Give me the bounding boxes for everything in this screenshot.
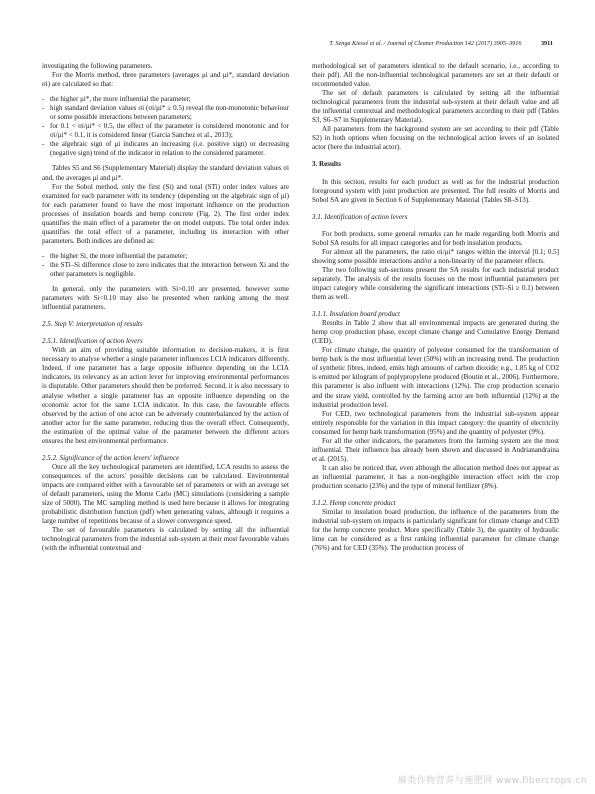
left-column [42, 62, 289, 553]
paragraph: The two following sub-sections present the SA results for each industrial product separately. The analysis of the results focuses on the most influential parameters per impact category while considering the significant interactions (STi–Si ≥ 0.1) between them as well. [312, 265, 559, 302]
paragraph: In general, only the parameters with Si>0.10 are presented, however some parameters with Si<0.10 may also be presented when ranking among the most influential parameters. [42, 285, 289, 312]
right-column [312, 62, 559, 553]
list-item: - the higher μi*, the more influential the parameter; [50, 95, 289, 104]
list-item: - high standard deviation values σi (σi/μi* ≥ 0.5) reveal the non-monotonic behaviour or some possible interactions between parameters; [50, 104, 289, 122]
list-item: - the higher Si, the more influential the parameter; [50, 252, 289, 261]
paragraph: For both products, some general remarks can be made regarding both Morris and Sobol SA results for all impact categories and for both insulation products. [312, 229, 559, 247]
paragraph: For the Sobol method, only the first (Si) and total (STi) order index values are examined for each parameter with its tendency (depending on the algebraic sign of μi) for each parameter found to have the most important influence on the production processes of insulation boards and hemp concrete (Fig. 2). The first order index quantifies the main effect of a parameter the on model outputs. The total order index quantifies the total effect of a parameter, including its interaction with other parameters. Both indices are defined as: [42, 182, 289, 245]
paragraph: The set of favourable parameters is calculated by setting all the influential technological parameters from the industrial sub-system at their most favourable values (with the influential contextual and [42, 526, 289, 553]
page-number: 3911 [540, 40, 553, 47]
list-item: - the STi–Si difference close to zero indicates that the interaction between Xi and the other parameters is negligible. [50, 261, 289, 279]
paragraph: All parameters from the background system are set according to their pdf (Table S2) in both options when focusing on the technological action levers of an isolated actor (here the industrial actor). [312, 125, 559, 152]
subsection-heading: 3.1. Identification of action levers [312, 212, 408, 221]
paragraph: For almost all the parameters, the ratio σi/μi* ranges within the interval [0.1; 0.5] showing some possible interactions and/or a non-linearity of the parameter effects. [312, 247, 559, 265]
subsection-heading: 2.5.1. Identification of action levers [42, 337, 143, 346]
morris-criteria-list [42, 95, 289, 158]
paragraph: In this section, results for each product as well as for the industrial production foreground system with joint production are presented. The full results of Morris and Sobol SA are given in Section 6 of Supplementary Material (Tables S8–S13). [312, 177, 559, 204]
running-title: T. Senga Kiessé et al. / Journal of Cleaner Production 142 (2017) 3905–3916 [329, 40, 522, 47]
paragraph: methodological set of parameters identical to the default scenario, i.e., according to their pdf). All the non-influential technological parameters are set at their default or recommended value. [312, 62, 559, 89]
sobol-criteria-list [42, 252, 289, 279]
paragraph: Similar to insulation board production, the influence of the parameters from the industrial sub-system on impacts is particularly significant for climate change and CED for the hemp concrete product. More specifically (Table 3), the quantity of hydraulic lime can be considered as a first ranking influential parameter for climate change (76%) and for CED (35%). The production process of [312, 508, 559, 553]
watermark: 麻类作物营养与施肥网 www.fibercrops.cn [397, 776, 587, 786]
list-item: - the algebraic sign of μi indicates an increasing (i.e. positive sign) or decreasing (negative sign) trend of the indicator in relation to the considered parameter. [50, 140, 289, 158]
paragraph: Tables S5 and S6 (Supplementary Material) display the standard deviation values σi and, the averages μi and μi*. [42, 164, 289, 182]
list-item: - for 0.1 < σi/μi* < 0.5, the effect of the parameter is considered monotonic and for σi/μi* < 0.1, it is considered linear (Garcia Sanchez et al., 2013); [50, 122, 289, 140]
paragraph: Once all the key technological parameters are identified, LCA results to assess the consequences of the actors' possible decisions can be calculated. Environmental impacts are compared either with a favourable set of parameters or with an average set of default parameters, using the Monte Carlo (MC) simulations (considering a sample size of 5000). The MC sampling method is used here because it allows for integrating probabilistic distribution function (pdf) when generating values, although it requires a large number of repetitions because of a slower convergence speed. [42, 462, 289, 526]
subsection-heading: 3.1.2. Hemp concrete product [312, 499, 396, 508]
paragraph: The set of default parameters is calculated by setting all the influential technological parameters from the industrial sub-system at their default value and all the influential contextual and methodological parameters according to their pdf (Tables S3, S6–S7 in Supplementary Material). [312, 89, 559, 125]
paragraph: For the Morris method, three parameters (averages μi and μi*, standard deviation σi) are calculated so that: [42, 71, 289, 89]
paragraph: investigating the following parameters. [42, 62, 153, 70]
subsection-heading: 3.1.1. Insulation board product [312, 310, 400, 319]
paragraph: For CED, two technological parameters from the industrial sub-system appear entirely responsible for the variation in this impact category: the quantity of electricity consumed for hemp bark transformation (95%) and the quantity of polyester (9%). [312, 409, 559, 436]
subsection-heading: 2.5.2. Significance of the action levers' influence [42, 453, 180, 462]
section-heading: 3. Results [312, 160, 341, 169]
running-header [42, 40, 553, 52]
paragraph: It can also be noticed that, even although the allocation method does not appear as an influential parameter, it has a non-negligible interaction effect with the crop production scenario (23%) and the type of mineral fertilizer (8%). [312, 463, 559, 490]
paragraph: Results in Table 2 show that all environmental impacts are generated during the hemp crop production phase, except climate change and Cumulative Energy Demand (CED). [312, 319, 559, 346]
paragraph: With an aim of providing suitable information to decision-makers, it is first necessary to analyse whether a single parameter influences LCIA indicators differently. Indeed, if one parameter has a large opposite influence depending on the LCIA indicators, its relevancy as an action lever for improving environmental performances is disputable. Other parameters should then be preferred. Second, it is also necessary to analyse whether a single parameter has an opposite influence depending on the economic actor for the same LCIA indicator. In this case, the favourable effects observed by the action of one actor can be adversely counterbalanced by the action of another actor for the same parameter, reducing thus the overall effect. Consequently, the estimation of the optimal value of the parameter between the different actors ensures the best environmental performance. [42, 346, 289, 445]
section-heading: 2.5. Step V: interpretation of results [42, 320, 143, 329]
paragraph: For climate change, the quantity of polyester consumed for the transformation of hemp bark is the most influential lever (50%) with an increasing trend. The production of synthetic fibres, indeed, emits high amounts of carbon dioxide; e.g., 1.85 kg of CO2 is emitted per kilogram of poplypropylene produced (Boutin et al., 2006). Furthermore, this parameter is also influent with interactions (12%). The crop production scenario and the straw yield, controlled by the farming actor are both influential (12%) at the industrial production level. [312, 346, 559, 409]
paragraph: For all the other indicators, the parameters from the farming system are the most influential. Their influence has already been shown and discussed in Andrianandraina et al. (2015). [312, 436, 559, 463]
